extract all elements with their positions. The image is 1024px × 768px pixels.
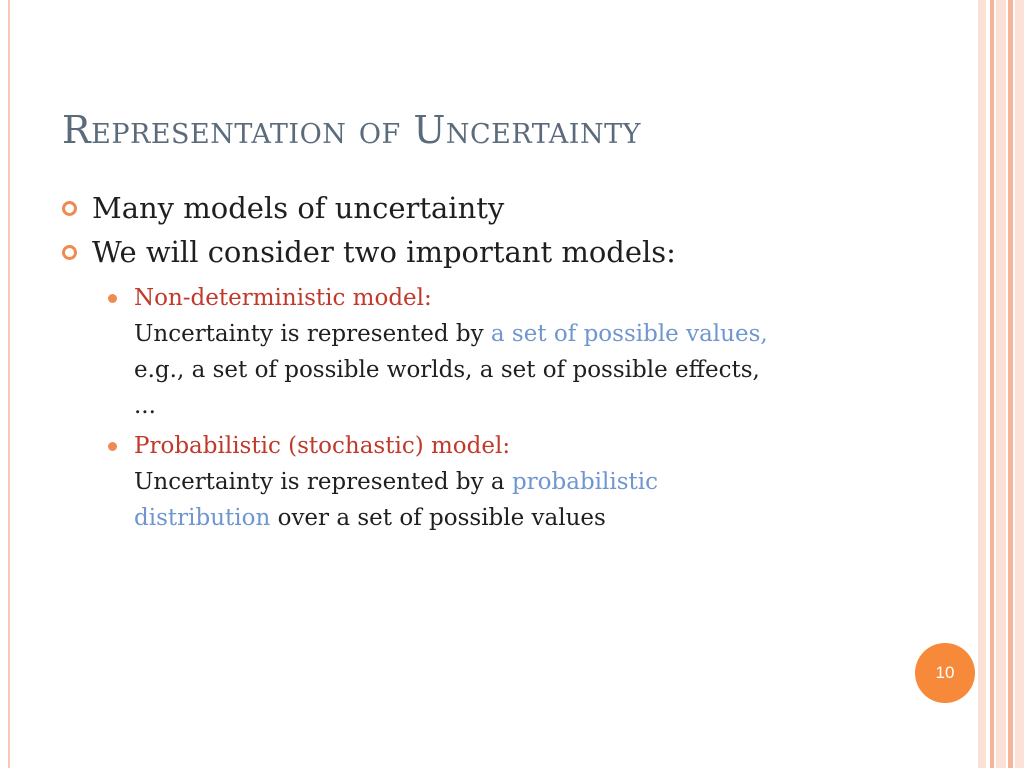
slide-content [62,186,942,536]
dot-bullet-icon [108,442,117,451]
page-number-badge: 10 [915,643,975,703]
ring-bullet-icon [62,245,77,260]
dot-bullet-icon [108,294,117,303]
bullet-text: Many models of uncertainty [92,191,505,225]
sub-bullet-text: Uncertainty is represented by a [134,469,512,495]
decor-stripe [996,0,1006,768]
bullet-item [62,186,942,230]
bullet-text: We will consider two important models: [92,235,676,269]
sub-bullet-line [134,316,942,352]
sub-bullet-item [62,280,942,424]
decor-stripe [990,0,994,768]
ring-bullet-icon [62,201,77,216]
highlight-text: a set of possible values, [490,321,768,347]
decor-stripe [1015,0,1024,768]
sub-bullet-text: Uncertainty is represented by [134,321,491,347]
left-border-line [8,0,10,768]
decor-stripe [1008,0,1013,768]
highlight-text: probabilistic [511,469,659,495]
slide-title: Representation of Uncertainty [62,108,641,152]
sub-bullet-item [62,428,942,536]
sub-bullet-line: ... [134,393,156,419]
decor-stripe [978,0,986,768]
sub-bullet-line [134,500,942,536]
highlight-text: distribution [134,505,271,531]
sub-bullet-heading: Non-deterministic model: [134,285,432,311]
sub-bullet-heading: Probabilistic (stochastic) model: [134,433,511,459]
sub-bullet-line: e.g., a set of possible worlds, a set of possible effects, [134,357,760,383]
sub-bullet-line [134,464,942,500]
bullet-item [62,230,942,274]
sub-bullet-text: over a set of possible values [270,505,606,531]
